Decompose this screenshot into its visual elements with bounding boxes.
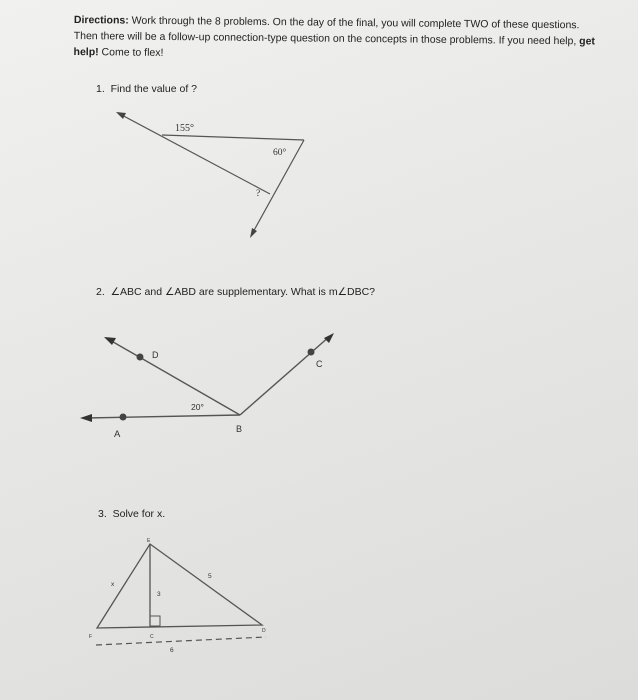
- p2-label-d: D: [152, 350, 159, 360]
- p2-point-c: [308, 349, 315, 356]
- problem-3-prompt: Solve for x.: [112, 508, 166, 520]
- p1-label-155: 155°: [175, 123, 194, 134]
- directions-text-end: Come to flex!: [98, 46, 164, 59]
- p2-arrow-a: [80, 414, 92, 422]
- p3-label-d: D: [262, 628, 266, 634]
- p1-label-60: 60°: [273, 148, 287, 158]
- problem-1-prompt: Find the value of ?: [110, 83, 197, 95]
- p2-label-20: 20°: [191, 402, 204, 412]
- p1-label-unknown: ?: [256, 189, 261, 199]
- problem-2: [96, 286, 375, 298]
- directions-label: Directions:: [73, 13, 129, 27]
- get-help-text: get help!: [73, 35, 596, 59]
- problem-2-prompt: ∠ABC and ∠ABD are supplementary. What is m∠DBC?: [110, 286, 375, 298]
- p3-triangle: [97, 544, 262, 628]
- p2-label-a: A: [114, 429, 121, 440]
- p3-right-angle-mark: [150, 616, 160, 626]
- problem-2-number: 2.: [96, 286, 105, 298]
- p3-label-3: 3: [157, 591, 161, 598]
- p3-label-6: 6: [170, 647, 174, 654]
- problem-3: [98, 508, 165, 520]
- p2-ray-bc: [240, 336, 330, 415]
- p3-label-f: F: [89, 634, 93, 640]
- p2-arrow-d: [104, 337, 116, 345]
- directions-text: Work through the 8 problems. On the day of the final, you will complete TWO of these questions. Then there will be a follow-up connection-type question on the concepts in those problems. If you need help,: [73, 14, 580, 48]
- p1-ray-left: [118, 113, 270, 194]
- p1-arrow-left: [116, 112, 126, 119]
- p2-ray-bd: [108, 339, 240, 415]
- p3-label-e: E: [147, 538, 151, 544]
- p2-arrow-c: [324, 333, 334, 343]
- p3-dashed-base: [96, 637, 266, 645]
- problem-3-number: 3.: [98, 508, 107, 520]
- p2-point-a: [120, 414, 127, 421]
- p2-label-c: C: [316, 359, 323, 369]
- p3-label-5: 5: [208, 573, 212, 580]
- p2-ray-ba: [86, 415, 240, 418]
- p2-point-d: [137, 354, 144, 361]
- p1-arrow-down: [250, 228, 257, 238]
- p3-label-c: C: [150, 634, 154, 640]
- p2-label-b: B: [236, 424, 243, 434]
- problem-1-number: 1.: [96, 83, 105, 95]
- p3-label-x: x: [111, 581, 115, 588]
- p1-top-line: [162, 135, 304, 140]
